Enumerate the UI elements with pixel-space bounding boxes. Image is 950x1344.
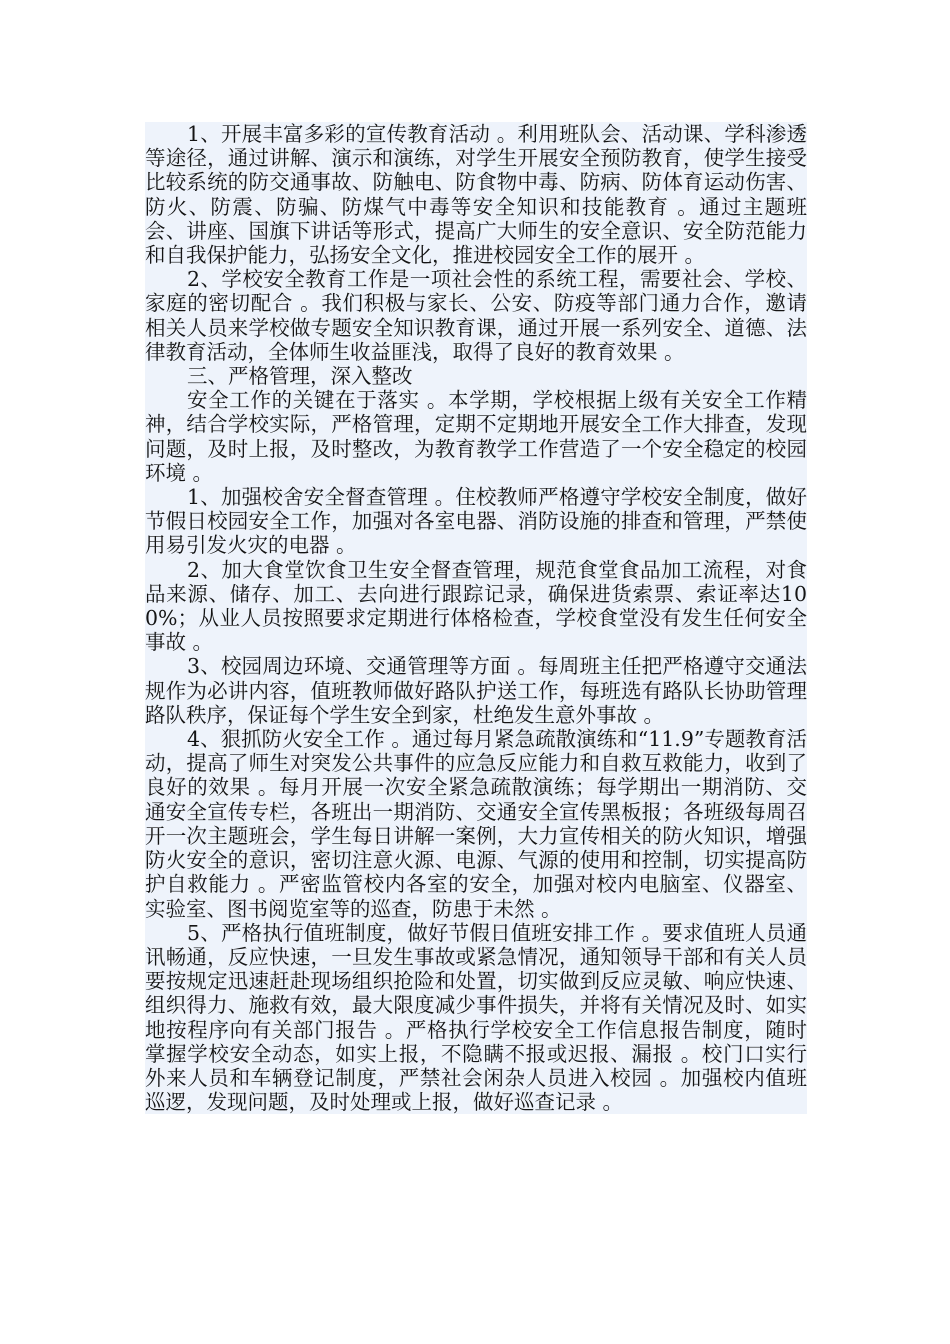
section-heading-strict-management: 三、严格管理，深入整改 [187,364,413,389]
paragraph-fire-safety: 4、狠抓防火安全工作 。通过每月紧急疏散演练和“11.9”专题教育活动，提高了师生对突发公共事件的应急反应能力和自救互救能力，收到了良好的效果 。每月开展一次安全紧急疏散演练；每学期出一期消防、交通安全宣传专栏，各班出一期消防、交通安全宣传黑板报；各班级每周召开一次主题班会，学生每日讲解一案例，大力宣传相关的防火知识，增强防火安全的意识，密切注意火源、电源、气源的使用和控制，切实提高防护自救能力 。严密监管校内各室的安全，加强对校内电脑室、仪器室、实验室、图书阅览室等的巡查，防患于未然 。 [145,727,807,921]
paragraph-publicity-activities: 1、开展丰富多彩的宣传教育活动 。利用班队会、活动课、学科渗透等途径，通过讲解、演示和演练，对学生开展安全预防教育，使学生接受比较系统的防交通事故、防触电、防食物中毒、防病、防体育运动伤害、防火、防震、防骗、防煤气中毒等安全知识和技能教育 。通过主题班会、讲座、国旗下讲话等形式，提高广大师生的安全意识、安全防范能力和自我保护能力，弘扬安全文化，推进校园安全工作的展开 。 [145,122,807,268]
paragraph-traffic-management: 3、校园周边环境、交通管理等方面 。每周班主任把严格遵守交通法规作为必讲内容，值班教师做好路队护送工作，每班选有路队长协助管理路队秩序，保证每个学生安全到家，杜绝发生意外事故 。 [145,654,807,727]
paragraph-school-safety-education: 2、学校安全教育工作是一项社会性的系统工程，需要社会、学校、家庭的密切配合 。我们积极与家长、公安、防疫等部门通力合作，邀请相关人员来学校做专题安全知识教育课，通过开展一系列安全、道德、法律教育活动，全体师生收益匪浅，取得了良好的教育效果 。 [145,267,807,364]
document-body [145,122,807,1114]
paragraph-building-safety: 1、加强校舍安全督查管理 。住校教师严格遵守学校安全制度，做好节假日校园安全工作，加强对各室电器、消防设施的排查和管理，严禁使用易引发火灾的电器 。 [145,485,807,558]
paragraph-canteen-safety: 2、加大食堂饮食卫生安全督查管理，规范食堂食品加工流程，对食品来源、储存、加工、去向进行跟踪记录，确保进货索票、索证率达100%；从业人员按照要求定期进行体格检查，学校食堂没有发生任何安全事故 。 [145,557,807,655]
paragraph-duty-system: 5、严格执行值班制度，做好节假日值班安排工作 。要求值班人员通讯畅通，反应快速，一旦发生事故或紧急情况，通知领导干部和有关人员要按规定迅速赶赴现场组织抢险和处置，切实做到反应灵敏、响应快速、组织得力、施救有效，最大限度减少事件损失，并将有关情况及时、如实地按程序向有关部门报告 。严格执行学校安全工作信息报告制度，随时掌握学校安全动态，如实上报，不隐瞒不报或迟报、漏报 。校门口实行外来人员和车辆登记制度，严禁社会闲杂人员进入校园 。加强校内值班巡逻，发现问题，及时处理或上报，做好巡查记录 。 [145,920,807,1115]
paragraph-implementation: 安全工作的关键在于落实 。本学期，学校根据上级有关安全工作精神，结合学校实际，严格管理，定期不定期地开展安全工作大排查，发现问题，及时上报，及时整改，为教育教学工作营造了一个安全稳定的校园环境 。 [145,388,807,485]
